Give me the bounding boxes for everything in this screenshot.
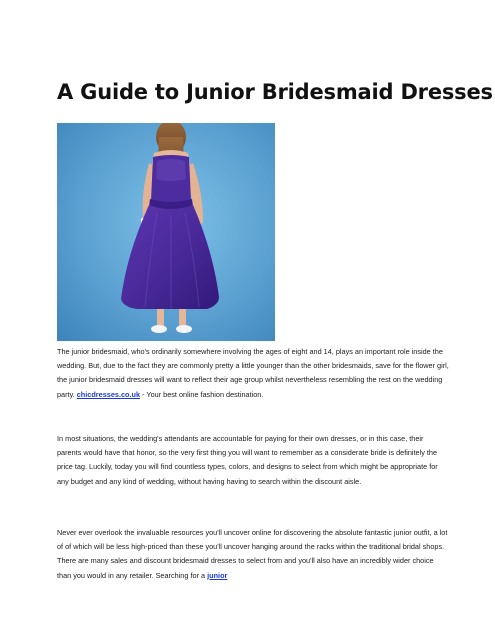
junior-link[interactable]: junior: [207, 570, 228, 580]
bridesmaid-dress-image: [57, 123, 275, 341]
paragraph-online: [57, 526, 449, 583]
chicdresses-link[interactable]: chicdresses.co.uk: [76, 389, 141, 399]
paragraph-intro-text: The junior bridesmaid, who's ordinarily somewhere involving the ages of eight and 14, plays an important role inside the wedding. But, due to the fact they are commonly pretty a little younger than the other bridesmaids, save for the flower girl, the junior bridesmaid dresses will want to reflect their age group whilst nevertheless resembling the rest on the wedding party.: [57, 347, 449, 399]
paragraph-online-text: Never ever overlook the invaluable resources you'll uncover online for discovering the absolute fantastic junior outfit, a lot of of which will be less high-priced than these you'll uncover hanging around the racks within the traditional bridal shops. There are many sales and discount bridesmaid dresses to select from and you'll also have an incredibly wider choice than you would in any retailer. Searching for a: [57, 528, 448, 580]
article-photo: [57, 123, 275, 341]
page-title: A Guide to Junior Bridesmaid Dresses: [57, 80, 493, 104]
paragraph-cost: In most situations, the wedding's attendants are accountable for paying for their own dresses, or in this case, their parents would have that honor, so the very first thing you will want to remember as a considerate bride is definitely the price tag. Luckily, today you will find countless types, colors, and designs to select from which might be appropriate for any budget and any kind of wedding, without having having to search within the discount aisle.: [57, 434, 438, 486]
paragraph-intro-tail: - Your best online fashion destination.: [140, 389, 264, 399]
paragraph-intro: [57, 345, 449, 402]
